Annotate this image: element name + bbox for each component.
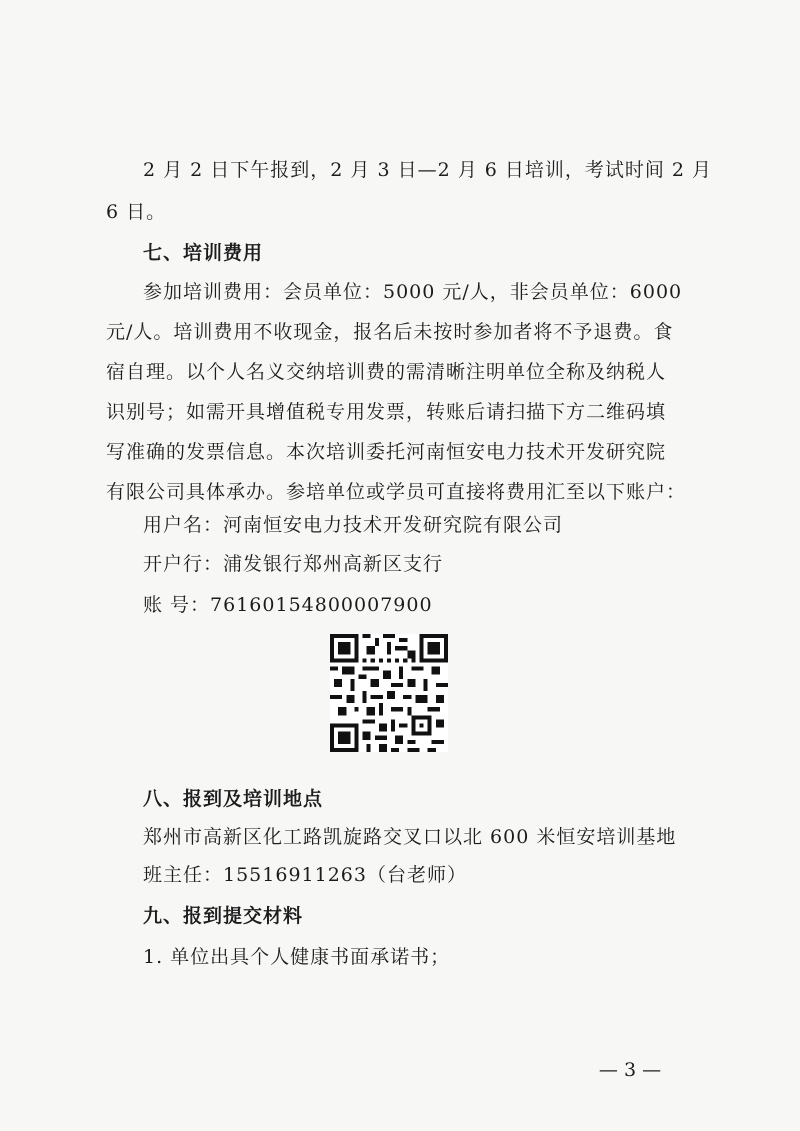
page-number: — 3 — — [598, 1059, 662, 1081]
materials-item-1: 1. 单位出具个人健康书面承诺书； — [143, 946, 451, 968]
section-heading-materials: 九、报到提交材料 — [143, 905, 304, 927]
training-address: 郑州市高新区化工路凯旋路交叉口以北 600 米恒安培训基地 — [143, 826, 677, 848]
account-number: 账 号：76160154800007900 — [143, 594, 433, 616]
paragraph-fees-line6: 有限公司具体承办。参培单位或学员可直接将费用汇至以下账户： — [106, 481, 687, 503]
paragraph-fees-line3: 宿自理。以个人名义交纳培训费的需清晰注明单位全称及纳税人 — [106, 361, 667, 383]
section-heading-location: 八、报到及培训地点 — [143, 788, 324, 810]
paragraph-fees-line4: 识别号；如需开具增值税专用发票，转账后请扫描下方二维码填 — [106, 401, 667, 423]
account-name: 用户名：河南恒安电力技术开发研究院有限公司 — [143, 514, 564, 536]
paragraph-schedule-cont: 6 日。 — [106, 201, 167, 223]
section-heading-fees: 七、培训费用 — [143, 242, 264, 264]
paragraph-schedule: 2 月 2 日下午报到，2 月 3 日—2 月 6 日培训，考试时间 2 月 — [143, 159, 713, 181]
account-bank: 开户行：浦发银行郑州高新区支行 — [143, 553, 444, 575]
class-teacher: 班主任：15516911263（台老师） — [143, 864, 467, 886]
paragraph-fees: 参加培训费用：会员单位：5000 元/人，非会员单位：6000 — [143, 281, 683, 303]
paragraph-fees-line5: 写准确的发票信息。本次培训委托河南恒安电力技术开发研究院 — [106, 441, 667, 463]
qr-code-icon[interactable] — [330, 634, 448, 752]
paragraph-fees-line2: 元/人。培训费用不收现金，报名后未按时参加者将不予退费。食 — [106, 321, 674, 343]
